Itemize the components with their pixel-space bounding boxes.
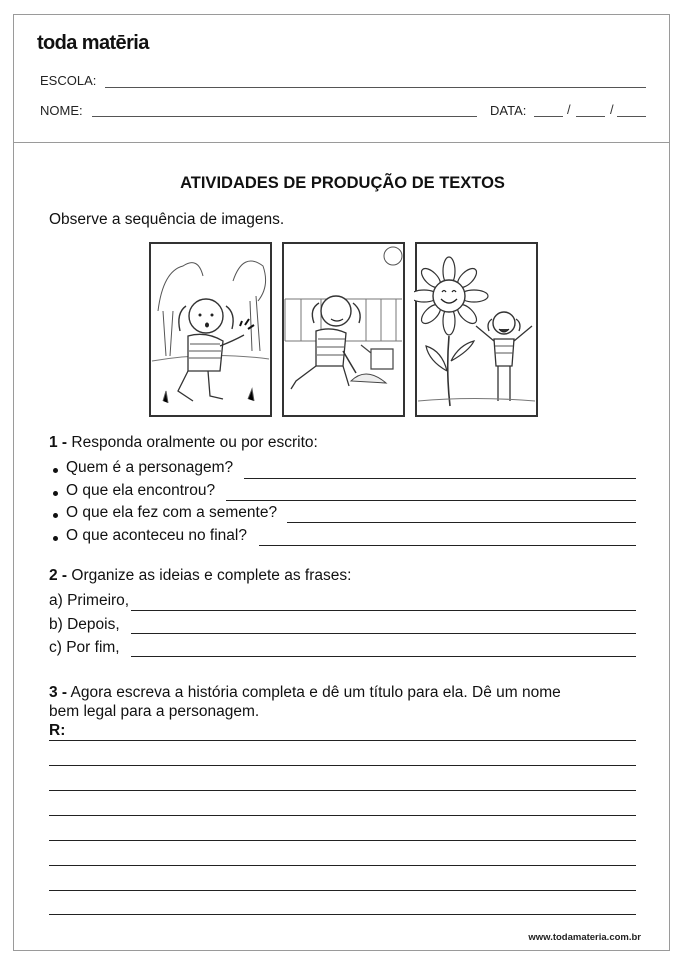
website-footer: www.todamateria.com.br — [528, 932, 641, 943]
answer-line[interactable] — [226, 500, 636, 501]
date-year-field[interactable] — [617, 116, 646, 117]
question-3 — [49, 684, 561, 702]
writing-line[interactable] — [49, 815, 636, 816]
question-2 — [49, 567, 351, 585]
girl-finds-seed-illustration — [148, 241, 273, 418]
bullet-icon — [53, 513, 58, 518]
answer-line[interactable] — [287, 522, 636, 523]
name-label: NOME: — [40, 103, 83, 118]
answer-line[interactable] — [244, 478, 636, 479]
answer-line[interactable] — [259, 545, 636, 546]
question-2-item: a) Primeiro, — [49, 592, 130, 609]
writing-line[interactable] — [49, 865, 636, 866]
writing-line[interactable] — [49, 890, 636, 891]
header-divider — [13, 142, 670, 143]
sunflower-grown-illustration — [414, 241, 539, 418]
question-1-item: O que ela encontrou? — [66, 482, 216, 499]
writing-line[interactable] — [49, 790, 636, 791]
answer-line[interactable] — [131, 610, 636, 611]
worksheet-title: ATIVIDADES DE PRODUÇÃO DE TEXTOS — [180, 174, 505, 192]
school-label: ESCOLA: — [40, 73, 97, 88]
question-1-item: Quem é a personagem? — [66, 459, 234, 476]
question-3-text-continued: bem legal para a personagem. — [49, 703, 260, 720]
date-month-field[interactable] — [576, 116, 605, 117]
girl-plants-seed-illustration — [281, 241, 406, 418]
date-label: DATA: — [490, 103, 527, 118]
answer-label: R: — [49, 722, 66, 739]
question-1-item: O que aconteceu no final? — [66, 527, 247, 544]
story-image-2 — [281, 241, 406, 418]
question-3-text: Agora escreva a história completa e dê um título para ela. Dê um nome — [70, 684, 561, 701]
writing-line[interactable] — [49, 740, 636, 741]
question-2-item: b) Depois, — [49, 616, 120, 633]
bullet-icon — [53, 536, 58, 541]
date-day-field[interactable] — [534, 116, 563, 117]
question-1 — [49, 434, 318, 452]
writing-line[interactable] — [49, 914, 636, 915]
question-1-text: Responda oralmente ou por escrito: — [71, 434, 318, 451]
date-separator: / — [567, 102, 571, 117]
question-1-number: 1 - — [49, 434, 68, 451]
instruction-text: Observe a sequência de imagens. — [49, 211, 285, 228]
question-1-item: O que ela fez com a semente? — [66, 504, 278, 521]
question-2-item: c) Por fim, — [49, 639, 120, 656]
bullet-icon — [53, 468, 58, 473]
name-field[interactable] — [92, 116, 477, 117]
answer-line[interactable] — [131, 633, 636, 634]
date-separator: / — [610, 102, 614, 117]
writing-line[interactable] — [49, 765, 636, 766]
story-image-3 — [414, 241, 539, 418]
answer-line[interactable] — [131, 656, 636, 657]
writing-line[interactable] — [49, 840, 636, 841]
question-3-number: 3 - — [49, 684, 68, 701]
question-2-number: 2 - — [49, 567, 68, 584]
story-image-1 — [148, 241, 273, 418]
question-2-text: Organize as ideias e complete as frases: — [71, 567, 352, 584]
brand-logo: toda matēria — [37, 32, 149, 54]
bullet-icon — [53, 491, 58, 496]
school-field[interactable] — [105, 87, 646, 88]
